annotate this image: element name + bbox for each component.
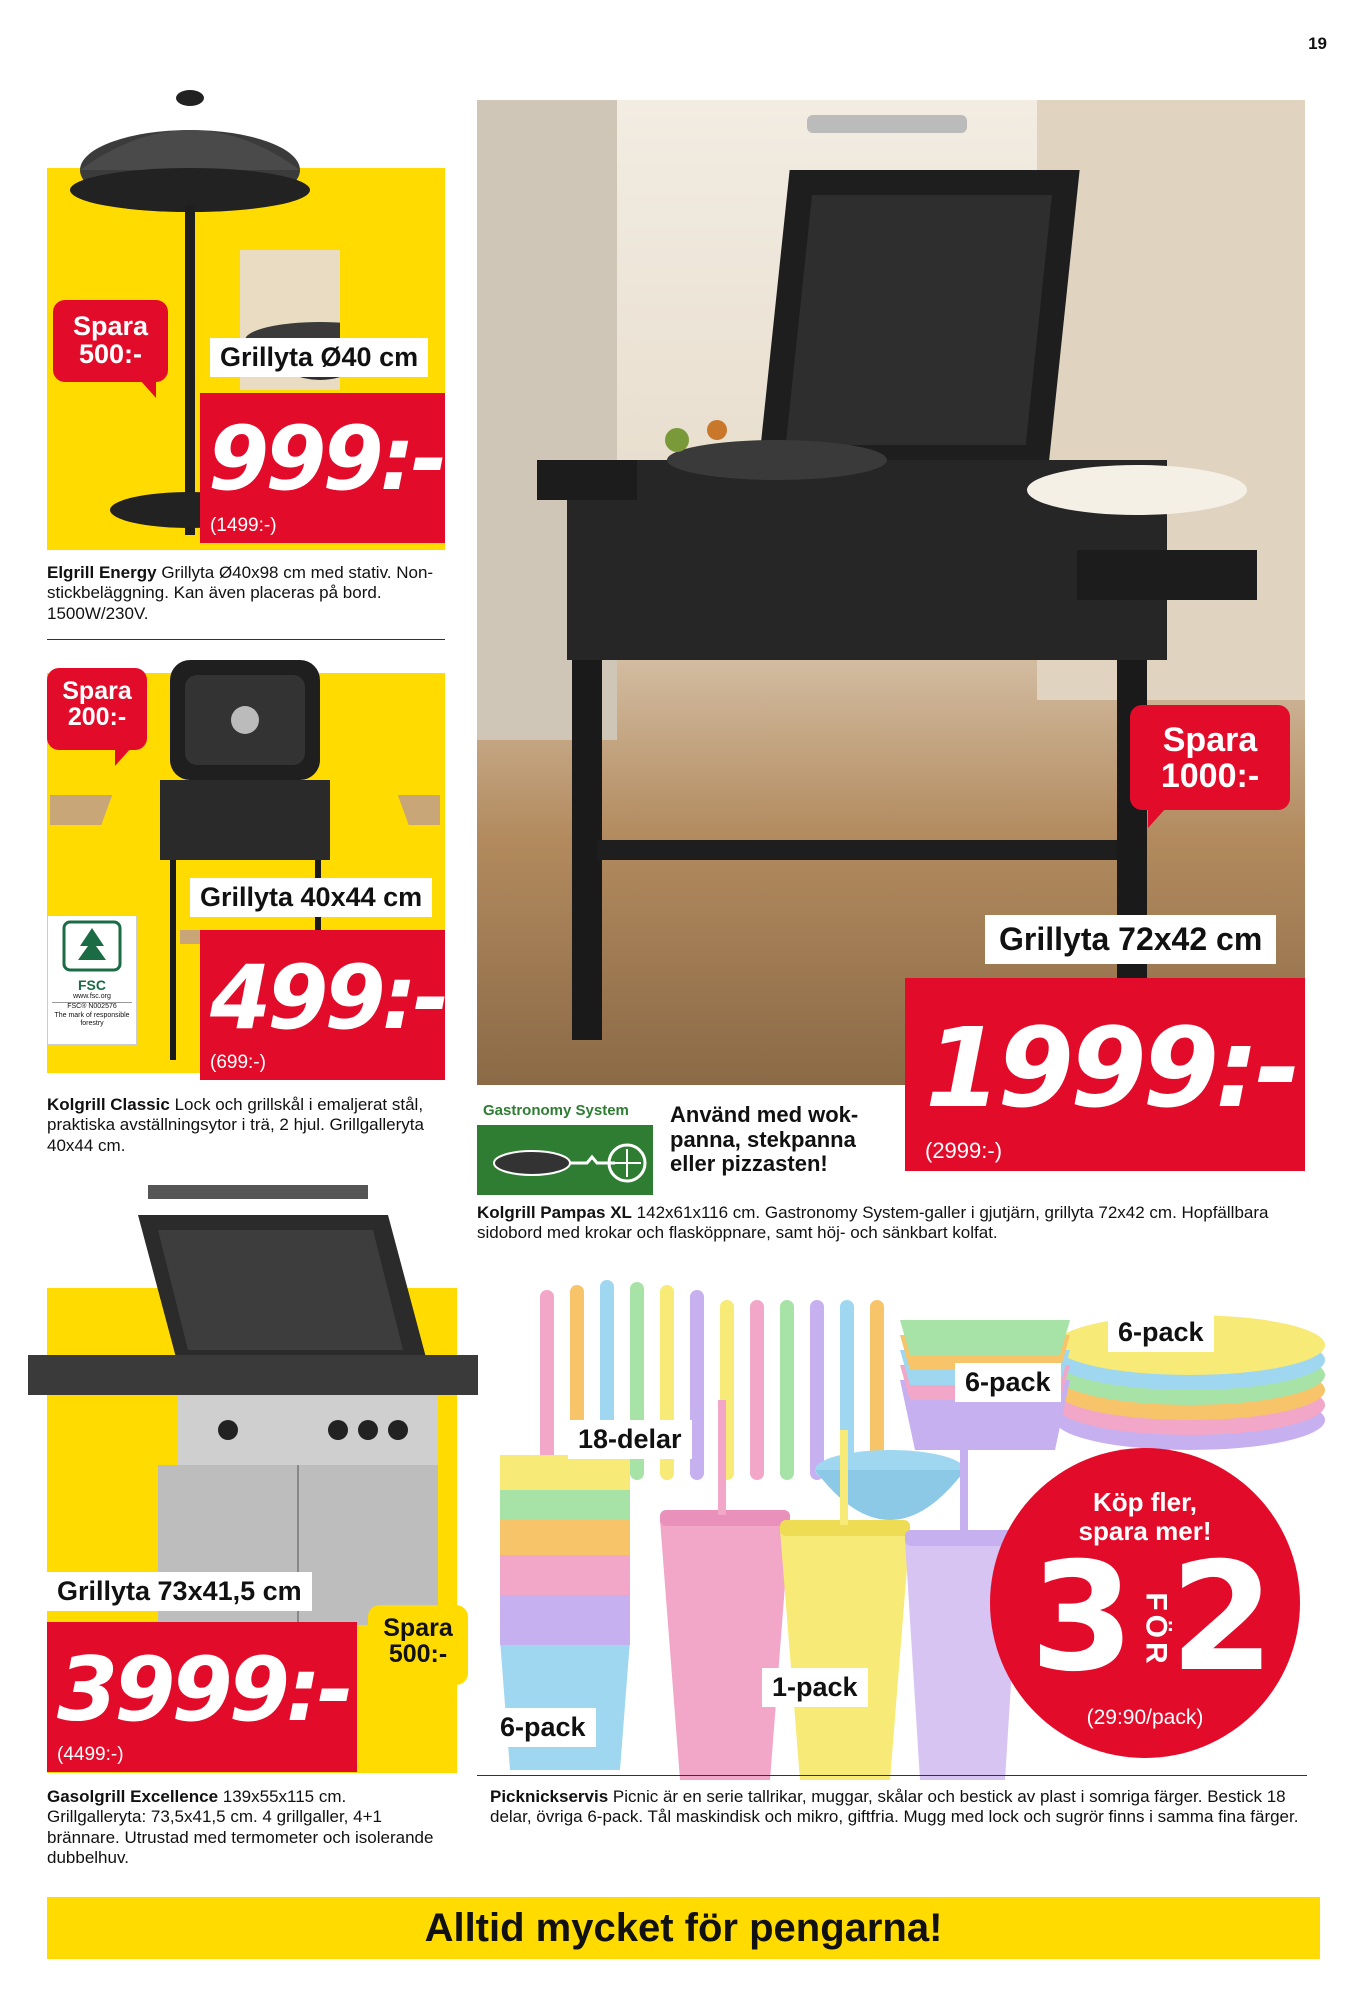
classic-description bbox=[47, 1095, 457, 1156]
wok-pan-icon bbox=[477, 1125, 653, 1195]
classic-name: Kolgrill Classic bbox=[47, 1095, 170, 1114]
gastronomy-icon-panel bbox=[477, 1125, 653, 1195]
three-for-two-badge bbox=[990, 1448, 1300, 1758]
pampas-save-badge: Spara 1000:- bbox=[1130, 705, 1290, 810]
pampas-price-box bbox=[905, 978, 1305, 1171]
elgrill-surface-label: Grillyta Ø40 cm bbox=[210, 338, 428, 377]
pampas-text: 142x61x116 cm. Gastronomy System-galler i gjutjärn, grillyta 72x42 cm. Hopfällbara sidobord med krokar och flasköppnare, samt höj- och sänkbart kolfat. bbox=[477, 1203, 1269, 1243]
fsc-logo bbox=[47, 915, 137, 1045]
footer-banner bbox=[47, 1897, 1320, 1959]
divider bbox=[47, 639, 445, 640]
classic-surface-label: Grillyta 40x44 cm bbox=[190, 878, 432, 917]
pampas-old-price: (2999:-) bbox=[925, 1138, 1003, 1163]
elgrill-price-box bbox=[200, 393, 445, 543]
gasol-text: 139x55x115 cm. Grillgalleryta: 73,5x41,5 cm. 4 grillgaller, 4+1 brännare. Utrustad med termometer och isolerande dubbelhuv. bbox=[47, 1787, 434, 1868]
picnic-description bbox=[490, 1787, 1305, 1828]
fsc-caption: The mark of responsible forestry bbox=[54, 1012, 130, 1027]
offer-for-text: FÖR bbox=[1139, 1592, 1173, 1668]
fsc-code: FSC® N002576 bbox=[52, 1002, 132, 1010]
plates-label: 6-pack bbox=[1108, 1313, 1214, 1352]
elgrill-save-badge: Spara 500:- bbox=[53, 300, 168, 382]
tumblers-label: 1-pack bbox=[762, 1668, 868, 1707]
offer-left-number: 3 bbox=[1030, 1531, 1135, 1705]
footer-slogan: Alltid mycket för pengarna! bbox=[424, 1906, 943, 1950]
gasol-price-box bbox=[47, 1622, 357, 1772]
elgrill-save-tail bbox=[140, 380, 156, 398]
gasol-surface-label: Grillyta 73x41,5 cm bbox=[47, 1572, 312, 1611]
pampas-description bbox=[477, 1203, 1307, 1244]
classic-price: 499:- bbox=[210, 946, 446, 1049]
gastronomy-system-badge bbox=[477, 1100, 653, 1200]
elgrill-price: 999:- bbox=[208, 407, 444, 510]
gasol-description bbox=[47, 1787, 447, 1869]
picnic-text: Picnic är en serie tallrikar, muggar, skålar och bestick av plast i somriga färger. Bestick 18 delar, övriga 6-pack. Tål maskindisk och mikro, giftfria. Mugg med lock och sugrör finns i samma fina färger. bbox=[490, 1787, 1299, 1827]
elgrill-description bbox=[47, 563, 457, 624]
cutlery-label: 18-delar bbox=[568, 1420, 692, 1459]
fsc-logo-text: FSC bbox=[78, 977, 106, 993]
gasol-save-badge: Spara 500:- bbox=[368, 1605, 468, 1685]
classic-save-badge: Spara 200:- bbox=[47, 668, 147, 750]
pampas-name: Kolgrill Pampas XL bbox=[477, 1203, 632, 1222]
gastronomy-label: Gastronomy System bbox=[477, 1100, 653, 1121]
cups-label: 6-pack bbox=[490, 1708, 596, 1747]
bowls-label: 6-pack bbox=[955, 1363, 1061, 1402]
gastronomy-text: Använd med wok-panna, stekpanna eller pizzasten! bbox=[670, 1102, 859, 1177]
pampas-surface-label: Grillyta 72x42 cm bbox=[985, 915, 1276, 964]
offer-right-number: 2 bbox=[1170, 1531, 1275, 1705]
picnic-name: Picknickservis bbox=[490, 1787, 609, 1806]
offer-unit-price: (29:90/pack) bbox=[1086, 1706, 1204, 1729]
pampas-price: 1999:- bbox=[925, 1004, 1297, 1132]
elgrill-name: Elgrill Energy bbox=[47, 563, 157, 582]
classic-price-box bbox=[200, 930, 445, 1080]
classic-old-price: (699:-) bbox=[210, 1052, 266, 1073]
divider bbox=[477, 1775, 1307, 1776]
gasol-price: 3999:- bbox=[57, 1638, 350, 1741]
offer-headline: Köp fler, spara mer! bbox=[1078, 1487, 1212, 1547]
gasol-save-tail bbox=[386, 1683, 402, 1701]
gasol-old-price: (4499:-) bbox=[57, 1744, 124, 1765]
pampas-save-tail bbox=[1148, 808, 1166, 828]
fsc-url: www.fsc.org bbox=[73, 993, 111, 1000]
tumbler-set bbox=[660, 1400, 1020, 1780]
classic-save-tail bbox=[115, 748, 131, 766]
gasol-name: Gasolgrill Excellence bbox=[47, 1787, 219, 1806]
fsc-tree-icon bbox=[62, 920, 122, 972]
elgrill-old-price: (1499:-) bbox=[210, 515, 277, 536]
classic-text: Lock och grillskål i emaljerat stål, praktiska avställningsytor i trä, 2 hjul. Grillgalleryta 40x44 cm. bbox=[47, 1095, 424, 1155]
elgrill-text: Grillyta Ø40x98 cm med stativ. Non-stickbeläggning. Kan även placeras på bord. 1500W/230V. bbox=[47, 563, 434, 623]
page-number: 19 bbox=[1308, 34, 1327, 53]
gasol-product-image bbox=[28, 1185, 478, 1625]
